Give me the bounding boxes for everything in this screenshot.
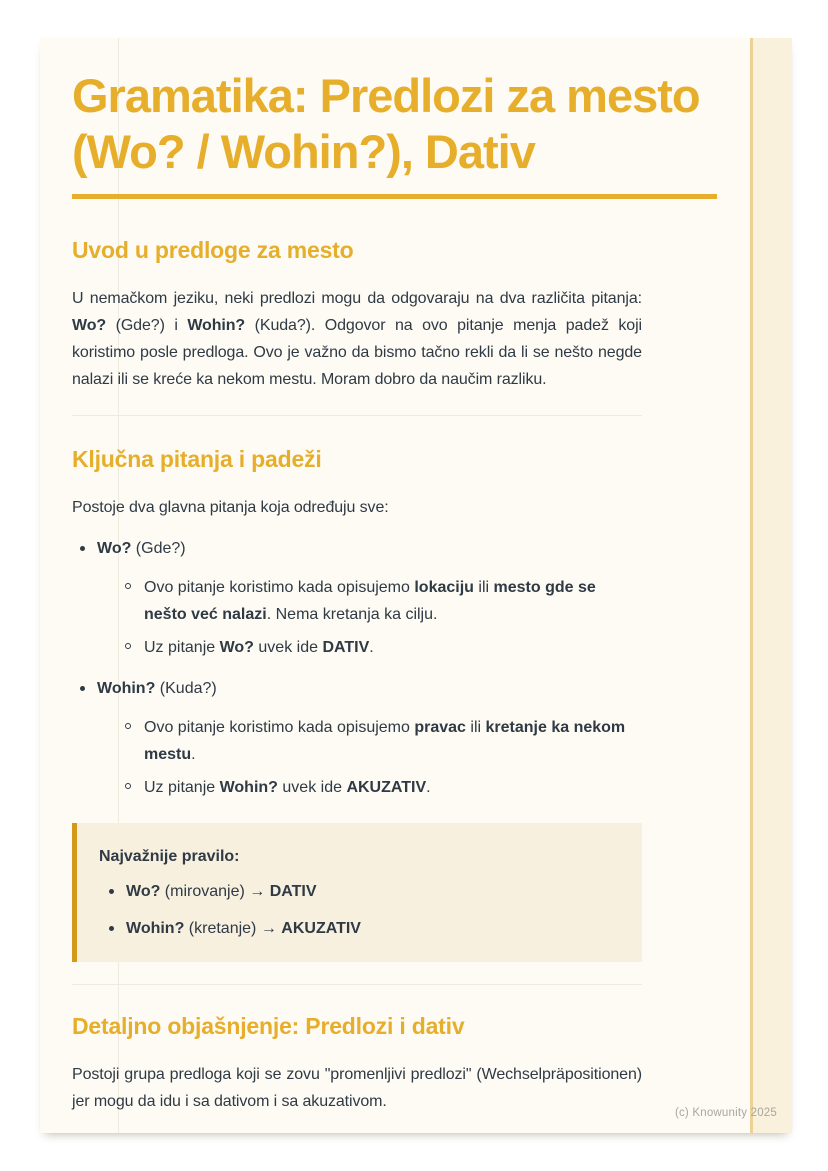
callout-rule-text: Wo? (mirovanje) → DATIV — [126, 883, 317, 900]
sub-list-item — [97, 774, 642, 801]
questions-list — [72, 535, 642, 801]
sub-list-item-text: Uz pitanje Wohin? uvek ide AKUZATIV. — [144, 779, 431, 796]
section-intro — [72, 235, 717, 393]
callout-rule-item — [99, 915, 618, 942]
callout-title: Najvažnije pravilo: — [99, 848, 240, 865]
list-item-body — [97, 535, 642, 661]
section-divider — [72, 415, 642, 416]
sub-list-item-text: Uz pitanje Wo? uvek ide DATIV. — [144, 639, 374, 656]
bullet-circle-icon — [125, 583, 131, 589]
sub-list — [97, 574, 642, 661]
sub-list-item — [97, 634, 642, 661]
list-item — [72, 535, 642, 661]
title-underline — [72, 194, 717, 199]
callout-rule-item — [99, 878, 618, 905]
section-heading: Uvod u predloge za mesto — [72, 237, 354, 263]
copyright-footer: (c) Knowunity 2025 — [674, 1107, 777, 1119]
list-item-text: Wohin? (Kuda?) — [97, 680, 217, 697]
paragraph: Postoji grupa predloga koji se zovu "promenljivi predlozi" (Wechselpräpositionen) jer mogu da idu i sa dativom i sa akuzativom. — [72, 1066, 642, 1110]
callout-rule-text: Wohin? (kretanje) → AKUZATIV — [126, 920, 361, 937]
key-rule-callout — [72, 823, 642, 962]
bullet-dot-icon — [109, 926, 114, 931]
bullet-dot-icon — [80, 546, 85, 551]
section-heading: Ključna pitanja i padeži — [72, 446, 322, 472]
section-key-questions — [72, 444, 717, 962]
sub-list-item-text: Ovo pitanje koristimo kada opisujemo pravac ili kretanje ka nekom mestu. — [144, 719, 626, 763]
document-content — [72, 68, 717, 1115]
notebook-margin-band — [750, 38, 792, 1133]
page-title — [72, 68, 717, 180]
bullet-circle-icon — [125, 723, 131, 729]
bullet-circle-icon — [125, 643, 131, 649]
bullet-circle-icon — [125, 783, 131, 789]
callout-rules-list — [99, 878, 618, 942]
section-divider — [72, 984, 642, 985]
section-heading: Detaljno objašnjenje: Predlozi i dativ — [72, 1013, 465, 1039]
list-item-body — [97, 675, 642, 801]
page-title-line-2: (Wo? / Wohin?), Dativ — [72, 125, 535, 178]
sub-list-item — [97, 574, 642, 628]
paragraph: U nemačkom jeziku, neki predlozi mogu da odgovaraju na dva različita pitanja: Wo? (Gde?) i Wohin? (Kuda?). Odgovor na ovo pitanje menja padež koji koristimo posle predloga. Ovo je važno da bismo tačno rekli da li se nešto negde nalazi ili se kreće ka nekom mestu. Moram dobro da naučim razliku. — [72, 290, 642, 388]
bullet-dot-icon — [109, 889, 114, 894]
bullet-dot-icon — [80, 686, 85, 691]
list-item-text: Wo? (Gde?) — [97, 540, 186, 557]
sub-list-item-text: Ovo pitanje koristimo kada opisujemo lokaciju ili mesto gde se nešto već nalazi. Nema kretanja ka cilju. — [144, 579, 596, 623]
sub-list — [97, 714, 642, 801]
list-item — [72, 675, 642, 801]
page-title-line-1: Gramatika: Predlozi za mesto — [72, 69, 700, 122]
document-page — [40, 38, 792, 1133]
paragraph: Postoje dva glavna pitanja koja određuju sve: — [72, 499, 389, 516]
sub-list-item — [97, 714, 642, 768]
section-detail — [72, 1011, 717, 1115]
